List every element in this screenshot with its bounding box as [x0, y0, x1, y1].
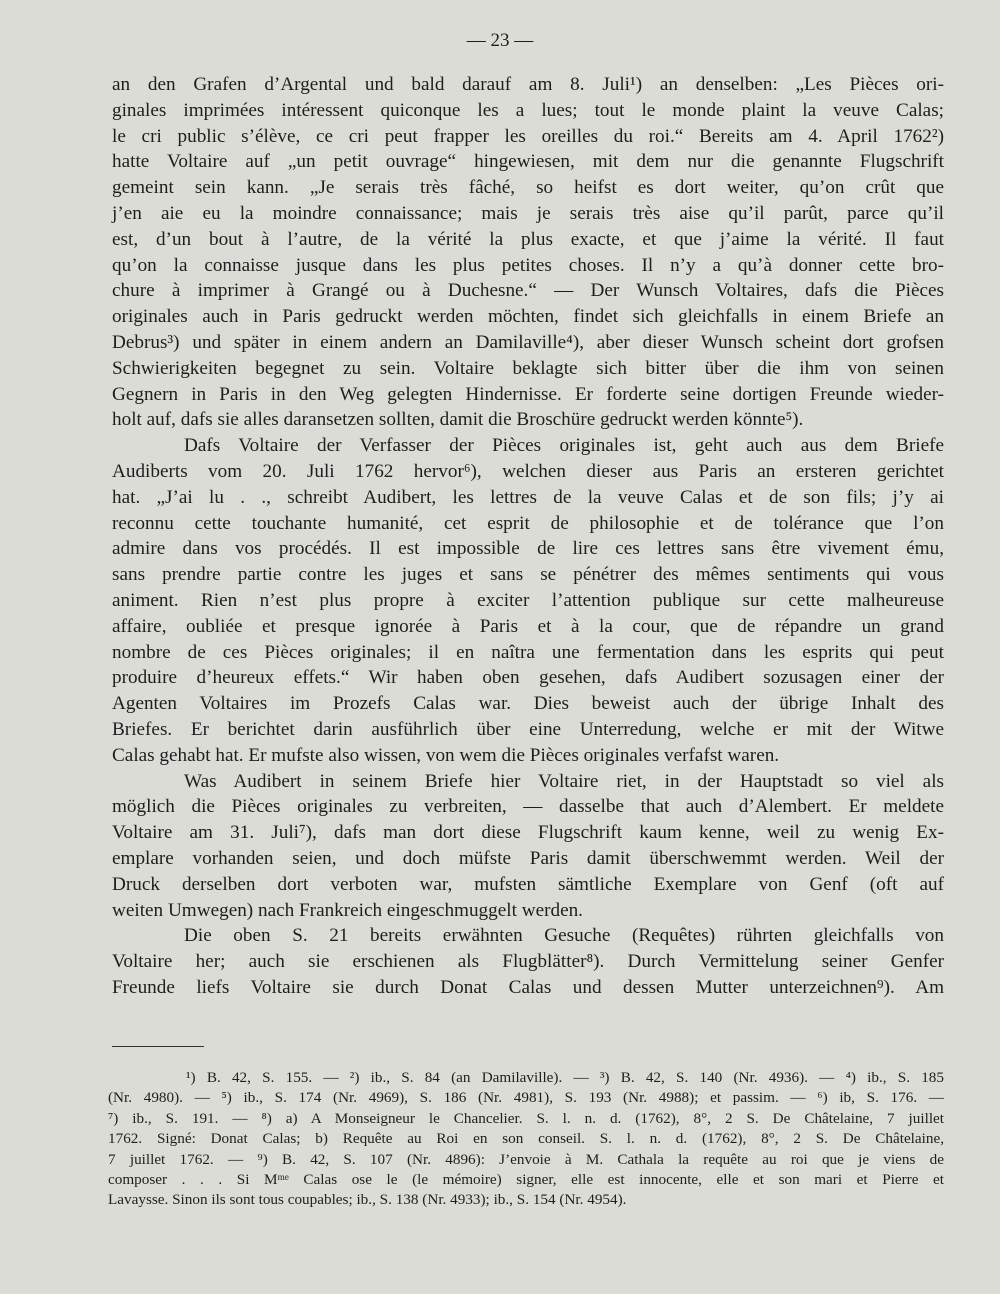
footnote-line: 1762. Signé: Donat Calas; b) Requête au Roi en son conseil. S. l. n. d. (1762), 8°, 2 S. De Châtelaine, [108, 1130, 944, 1148]
text-line: affaire, oubliée et presque ignorée à Paris et à la cour, que de répandre un grand [112, 615, 944, 637]
text-line: chure à imprimer à Grangé ou à Duchesne.“ — Der Wunsch Voltaires, dafs die Pièces [112, 280, 944, 302]
footnote-line: 7 juillet 1762. — ⁹) B. 42, S. 107 (Nr. 4896): J’envoie à M. Cathala la requête au roi que je viens de [108, 1150, 944, 1168]
text-line: ginales imprimées intéressent quiconque les a lues; tout le monde plaint la veuve Calas; [112, 99, 944, 121]
body-text [112, 72, 944, 1001]
text-line: animent. Rien n’est plus propre à exciter l’attention publique sur cette malheureuse [112, 589, 944, 611]
footnote-line: composer . . . Si Mᵐᵉ Calas ose le (le mémoire) signer, elle est innocente, elle et son mari et Pierre et [108, 1171, 944, 1189]
text-line: le cri public s’élève, ce cri peut frapper les oreilles du roi.“ Bereits am 4. April 1762²) [112, 125, 944, 147]
footnote-divider [112, 1046, 204, 1047]
text-line: möglich die Pièces originales zu verbreiten, — dasselbe that auch d’Alembert. Er meldete [112, 796, 944, 818]
text-line: Debrus³) und später in einem andern an Damilaville⁴), aber dieser Wunsch scheint dort grofsen [112, 331, 944, 353]
text-line: j’en aie eu la moindre connaissance; mais je serais très aise qu’il parût, parce qu’il [112, 202, 944, 224]
text-line: originales auch in Paris gedruckt werden möchten, findet sich gleichfalls in einem Briefe an [112, 306, 944, 328]
footnote-line: ⁷) ib., S. 191. — ⁸) a) A Monseigneur le Chancelier. S. l. n. d. (1762), 8°, 2 S. De Châtelaine, 7 juillet [108, 1109, 944, 1127]
text-line: produire d’heureux effets.“ Wir haben oben gesehen, dafs Audibert sozusagen einer der [112, 667, 944, 689]
text-line: Agenten Voltaires im Prozefs Calas war. Dies beweist auch der übrige Inhalt des [112, 693, 944, 715]
text-line: Druck derselben dort verboten war, mufsten sämtliche Exemplare von Genf (oft auf [112, 873, 944, 895]
text-line: holt auf, dafs sie alles daransetzen sollten, damit die Broschüre gedruckt werden könnte⁵). [112, 409, 804, 431]
text-line: gemeint sein kann. „Je serais très fâché, so heifst es dort weiter, qu’on crût que [112, 177, 944, 199]
text-line: Was Audibert in seinem Briefe hier Voltaire riet, in der Hauptstadt so viel als [184, 770, 944, 792]
text-line: Voltaire am 31. Juli⁷), dafs man dort diese Flugschrift kaum kenne, weil zu wenig Ex- [112, 822, 944, 844]
text-line: hat. „J’ai lu . ., schreibt Audibert, les lettres de la veuve Calas et de son fils; j’y ai [112, 486, 944, 508]
page-number: — 23 — [466, 30, 534, 51]
footnotes [108, 1068, 944, 1211]
text-line: reconnu cette touchante humanité, cet esprit de philosophie et de tolérance que l’on [112, 512, 944, 534]
text-line: admire dans vos procédés. Il est impossible de lire ces lettres sans être vivement ému, [112, 538, 944, 560]
text-line: Audiberts vom 20. Juli 1762 hervor⁶), welchen dieser aus Paris an ersteren gerichtet [112, 460, 944, 482]
text-line: an den Grafen d’Argental und bald darauf am 8. Juli¹) an denselben: „Les Pièces ori- [112, 74, 944, 95]
footnote-line: (Nr. 4980). — ⁵) ib., S. 174 (Nr. 4969), S. 186 (Nr. 4981), S. 193 (Nr. 4988); et passim. — ⁶) ib, S. 176. — [108, 1089, 944, 1107]
text-line: Dafs Voltaire der Verfasser der Pièces originales ist, geht auch aus dem Briefe [184, 435, 944, 457]
text-line: Briefes. Er berichtet darin ausführlich über eine Unterredung, welche er mit der Witwe [112, 718, 944, 740]
text-line: nombre de ces Pièces originales; il en naîtra une fermentation dans les esprits qui peut [112, 641, 944, 663]
text-line: Voltaire her; auch sie erschienen als Flugblätter⁸). Durch Vermittelung seiner Genfer [112, 951, 944, 973]
text-line: weiten Umwegen) nach Frankreich eingeschmuggelt werden. [112, 899, 583, 921]
text-line: qu’on la connaisse jusque dans les plus petites choses. Il n’y a qu’à donner cette bro- [112, 254, 944, 276]
text-line: Calas gehabt hat. Er mufste also wissen, von wem die Pièces originales verfafst waren. [112, 744, 780, 766]
footnote-line: ¹) B. 42, S. 155. — ²) ib., S. 84 (an Damilaville). — ³) B. 42, S. 140 (Nr. 4936). — ⁴) ib., S. 185 [186, 1069, 944, 1086]
text-line: Die oben S. 21 bereits erwähnten Gesuche (Requêtes) rührten gleichfalls von [184, 925, 944, 947]
text-line: hatte Voltaire auf „un petit ouvrage“ hingewiesen, mit dem nur die genannte Flugschrift [112, 151, 944, 173]
text-line: sans prendre partie contre les juges et sans se pénétrer des mêmes sentiments qui vous [112, 564, 944, 586]
text-line: emplare vorhanden seien, und doch müfste Paris damit überschwemmt werden. Weil der [112, 847, 944, 869]
text-line: Schwierigkeiten begegnet zu sein. Voltaire beklagte sich bitter über die ihm von seinen [112, 357, 944, 379]
text-line: est, d’un bout à l’autre, de la vérité la plus exacte, et que j’aime la vérité. Il faut [112, 228, 944, 250]
text-line: Freunde liefs Voltaire sie durch Donat Calas und dessen Mutter unterzeichnen⁹). Am [112, 976, 944, 998]
footnote-line: Lavaysse. Sinon ils sont tous coupables; ib., S. 138 (Nr. 4933); ib., S. 154 (Nr. 4954). [108, 1191, 627, 1209]
text-line: Gegnern in Paris in den Weg gelegten Hindernisse. Er forderte seine dortigen Freunde wieder- [112, 383, 944, 405]
